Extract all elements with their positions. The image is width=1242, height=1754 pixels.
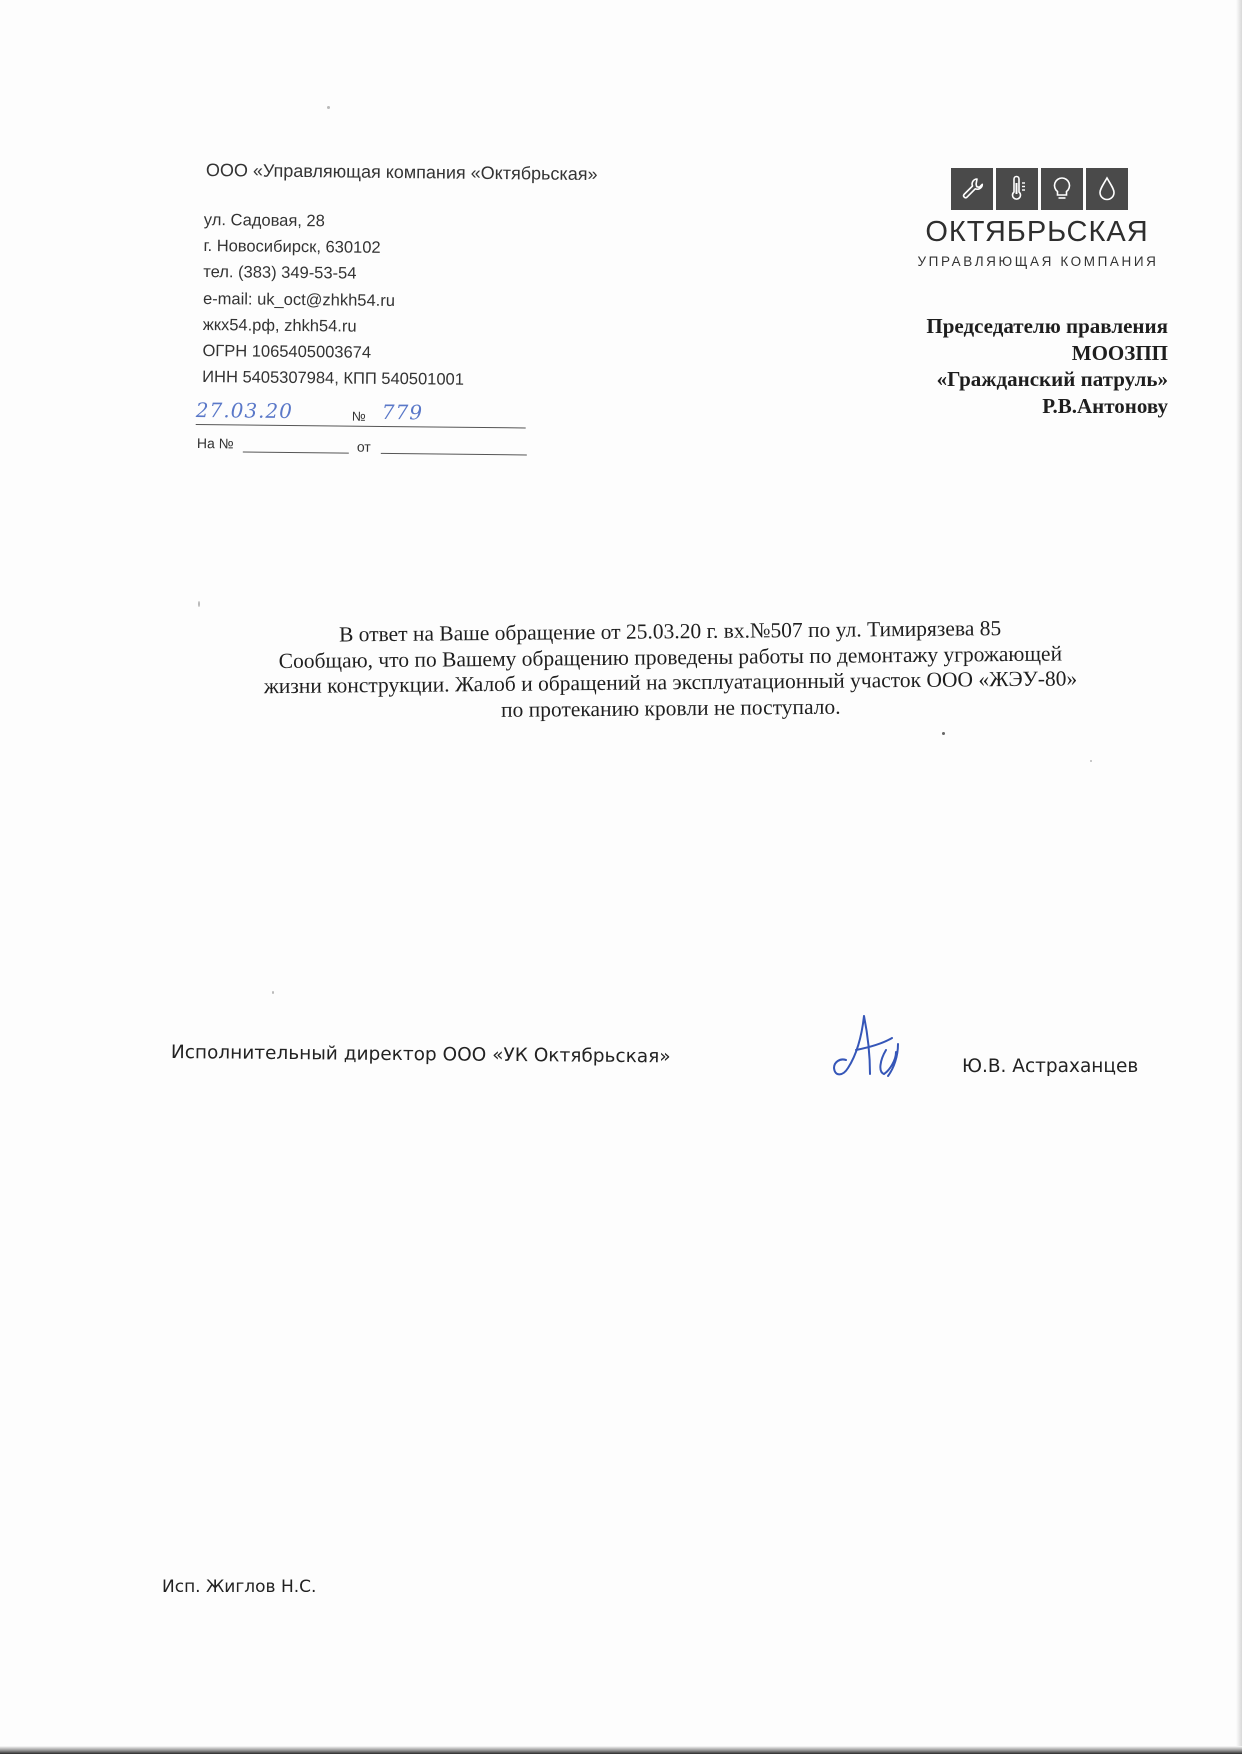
body-line: по протеканию кровли не поступало. — [500, 694, 841, 722]
outgoing-date: 27.03.20 — [195, 398, 294, 424]
signatory-title: Исполнительный директор ООО «УК Октябрьская» — [170, 1042, 671, 1068]
scan-speck — [198, 601, 200, 607]
thermometer-icon — [1002, 174, 1032, 204]
body-line: В ответ на Ваше обращение от 25.03.20 г. вх.№507 по ул. Тимирязева 85 — [338, 616, 1002, 647]
letter-body — [180, 615, 1161, 726]
scan-shadow-bottom — [0, 1746, 1242, 1754]
body-line: Сообщаю, что по Вашему обращению проведены работы по демонтажу угрожающей — [278, 641, 1063, 673]
signatory-name: Ю.В. Астраханцев — [962, 1056, 1139, 1077]
water-drop-icon — [1092, 174, 1122, 204]
logo-tile — [951, 168, 993, 210]
handwritten-signature — [826, 1010, 916, 1086]
company-name: ООО «Управляющая компания «Октябрьская» — [205, 160, 598, 185]
incoming-date-label: от — [356, 438, 371, 455]
company-address-block — [202, 207, 466, 393]
recipient-block — [926, 313, 1168, 419]
incoming-date-blank — [381, 453, 527, 456]
lightbulb-icon — [1047, 174, 1077, 204]
scan-speck — [272, 991, 274, 994]
wrench-icon — [957, 174, 987, 204]
incoming-number-label: На № — [196, 435, 234, 452]
outgoing-registration — [196, 398, 526, 429]
logo-wordmark: ОКТЯБРЬСКАЯ — [925, 216, 1149, 248]
recipient-position: Председателю правления — [926, 314, 1168, 338]
address-ogrn: ОГРН 1065405003674 — [202, 342, 372, 362]
outgoing-number: 779 — [381, 399, 424, 425]
scan-shadow-right — [1236, 0, 1242, 1754]
recipient-organization: МООЗПП — [1071, 340, 1168, 365]
address-phone: тел. (383) 349-53-54 — [203, 263, 357, 284]
recipient-name: Р.В.Антонову — [1042, 393, 1168, 418]
outgoing-underline — [196, 424, 526, 428]
recipient-organization-name: «Гражданский патруль» — [936, 367, 1168, 391]
body-line: жизни конструкции. Жалоб и обращений на эксплуатационный участок ООО «ЖЭУ-80» — [263, 666, 1078, 699]
logo-icon-row — [951, 168, 1129, 210]
logo-tile — [1041, 168, 1083, 210]
address-inn-kpp: ИНН 5405307984, КПП 540501001 — [202, 368, 465, 389]
incoming-reference — [197, 435, 527, 458]
address-street: ул. Садовая, 28 — [203, 210, 325, 231]
logo-tile — [996, 168, 1038, 210]
outgoing-number-label: № — [351, 408, 366, 424]
logo-tile — [1086, 168, 1128, 210]
scan-speck — [1090, 760, 1092, 762]
executor-note: Исп. Жиглов Н.С. — [162, 1577, 317, 1597]
logo-subtitle: УПРАВЛЯЮЩАЯ КОМПАНИЯ — [917, 254, 1159, 269]
scan-speck — [942, 732, 945, 735]
scan-speck — [327, 106, 330, 109]
address-city: г. Новосибирск, 630102 — [203, 237, 381, 258]
address-email: e-mail: uk_oct@zhkh54.ru — [202, 289, 396, 310]
address-websites: жкх54.рф, zhkh54.ru — [202, 315, 357, 336]
incoming-number-blank — [243, 451, 349, 453]
